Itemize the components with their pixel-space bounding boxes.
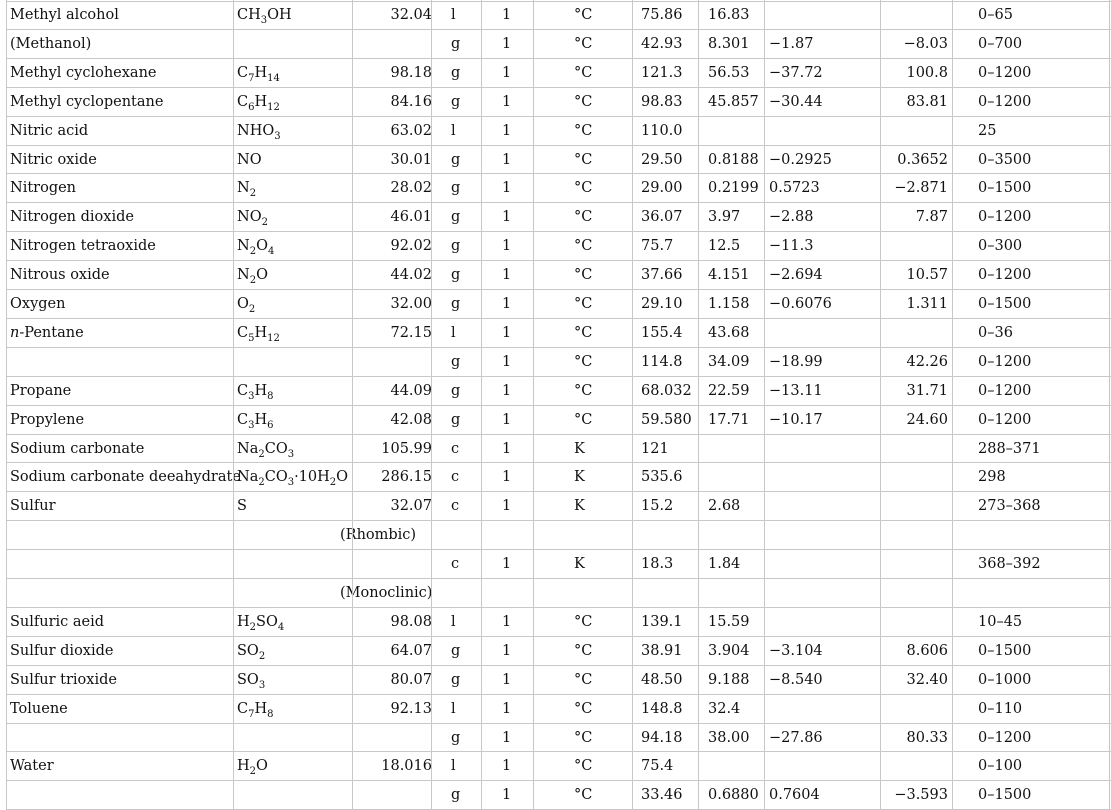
row-divider [6,318,1111,319]
molecular-weight: 98.08 [390,613,432,630]
temperature-range: 0–65 [978,7,1013,23]
temperature-unit: °C [574,758,593,775]
state: l [451,613,456,630]
coefficient-3: 0.7604 [769,787,820,804]
coefficient-2: 17.71 [708,411,750,428]
coefficient-a: 1 [502,700,512,717]
coefficient-a: 1 [502,7,512,23]
coefficient-3: −2.88 [769,209,814,226]
coefficient-3: −3.104 [769,642,823,659]
coefficient-4: 0.3652 [897,151,948,168]
chemical-formula: $SO_2$ [237,642,266,662]
compound-name: Sulfur [10,498,56,515]
coefficient-4: 1.311 [906,296,948,312]
molecular-weight: 18.016 [381,758,432,775]
state: c [451,556,460,573]
chemical-formula: $C_6H_{12}$ [237,93,280,113]
coefficient-2: 9.188 [708,671,750,688]
temperature-range: 0–700 [978,35,1023,52]
row-divider [6,549,1111,550]
coefficient-a: 1 [502,787,512,804]
temperature-range: 0–36 [978,324,1013,341]
state: l [451,758,456,775]
coefficient-2: 56.53 [708,64,750,81]
temperature-unit: °C [574,209,593,226]
temperature-range: 0–1200 [978,64,1032,81]
temperature-range: 288–371 [978,440,1041,457]
temperature-unit: °C [574,238,593,255]
coefficient-2: 0.8188 [708,151,759,168]
coefficient-3: −18.99 [769,353,823,370]
coefficient-1: 75.7 [641,238,674,255]
temperature-unit: K [574,440,585,457]
coefficient-2: 3.904 [708,642,750,659]
temperature-unit: °C [574,35,593,52]
row-divider [6,491,1111,492]
temperature-range: 0–1500 [978,296,1032,312]
coefficient-4: 80.33 [906,729,948,746]
temperature-range: 368–392 [978,556,1041,573]
chemical-formula: $C_3H_8$ [237,382,274,402]
coefficient-1: 37.66 [641,267,683,284]
coefficient-a: 1 [502,469,512,486]
coefficient-a: 1 [502,613,512,630]
coefficient-1: 48.50 [641,671,683,688]
column-divider [352,0,353,810]
coefficient-a: 1 [502,151,512,168]
chemical-formula: $C_3H_6$ [237,411,274,431]
coefficient-2: 22.59 [708,382,750,399]
temperature-range: 0–100 [978,758,1023,775]
coefficient-2: 8.301 [708,35,750,52]
temperature-unit: °C [574,267,593,284]
temperature-range: 0–1500 [978,180,1032,197]
temperature-range: 0–1500 [978,787,1032,804]
coefficient-a: 1 [502,296,512,312]
coefficient-1: 15.2 [641,498,674,515]
compound-name: Methyl cyclohexane [10,64,157,81]
molecular-weight: 30.01 [390,151,432,168]
coefficient-1: 139.1 [641,613,683,630]
row-divider [6,780,1111,781]
molecular-weight: 64.07 [390,642,432,659]
chemical-formula: $N_2O$ [237,267,268,287]
state: g [451,35,461,52]
chemical-formula: $SO_3$ [237,671,266,691]
state: l [451,324,456,341]
coefficient-1: 42.93 [641,35,683,52]
coefficient-1: 121.3 [641,64,683,81]
column-divider [1109,0,1110,810]
state: g [451,671,461,688]
state: g [451,642,461,659]
coefficient-3: −8.540 [769,671,823,688]
chemical-formula: $C_5H_{12}$ [237,324,280,344]
coefficient-1: 98.83 [641,93,683,110]
temperature-range: 0–1200 [978,382,1032,399]
compound-name: Nitrous oxide [10,267,110,284]
state: c [451,440,460,457]
state: l [451,7,456,23]
coefficient-1: 33.46 [641,787,683,804]
chemical-formula: $N_2$ [237,180,257,200]
temperature-unit: K [574,556,585,573]
compound-name: Toluene [10,700,68,717]
coefficient-4: −8.03 [903,35,948,52]
coefficient-a: 1 [502,64,512,81]
coefficient-4: 42.26 [906,353,948,370]
chemical-formula: $C_7H_{14}$ [237,64,280,84]
temperature-range: 273–368 [978,498,1041,515]
temperature-range: 10–45 [978,613,1023,630]
coefficient-1: 110.0 [641,122,683,139]
temperature-unit: °C [574,700,593,717]
row-divider [6,434,1111,435]
temperature-range: 0–1500 [978,642,1032,659]
coefficient-4: 83.81 [906,93,948,110]
column-divider [880,0,881,810]
molecular-weight: 28.02 [390,180,432,197]
row-divider [6,607,1111,608]
temperature-unit: K [574,498,585,515]
temperature-range: 0–1200 [978,353,1032,370]
coefficient-1: 29.10 [641,296,683,312]
molecular-weight: 286.15 [381,469,432,486]
column-divider [431,0,432,810]
row-divider [6,462,1111,463]
row-divider [6,694,1111,695]
sulfur-form-note: (Rhombic) [340,527,417,544]
coefficient-a: 1 [502,440,512,457]
row-divider [6,87,1111,88]
state: l [451,700,456,717]
column-divider [6,0,7,810]
temperature-unit: K [574,469,585,486]
molecular-weight: 46.01 [390,209,432,226]
coefficient-a: 1 [502,93,512,110]
compound-name: Water [10,758,54,775]
coefficient-1: 94.18 [641,729,683,746]
coefficient-1: 75.4 [641,758,674,775]
temperature-unit: °C [574,787,593,804]
temperature-range: 0–1200 [978,729,1032,746]
chemical-formula: $NHO_3$ [237,122,281,142]
chemical-formula: NO [237,151,262,168]
molecular-weight: 42.08 [390,411,432,428]
column-divider [481,0,482,810]
compound-name: Propane [10,382,72,399]
sulfur-form-note: (Monoclinic) [340,585,433,601]
compound-name: (Methanol) [10,35,92,52]
row-divider [6,58,1111,59]
state: g [451,209,461,226]
temperature-range: 298 [978,469,1006,486]
molecular-weight: 32.00 [390,296,432,312]
compound-name: Sulfuric aeid [10,613,105,630]
temperature-unit: °C [574,382,593,399]
state: g [451,180,461,197]
temperature-unit: °C [574,324,593,341]
state: g [451,411,461,428]
coefficient-a: 1 [502,758,512,775]
column-divider [632,0,633,810]
coefficient-3: −2.694 [769,267,823,284]
coefficient-3: −0.2925 [769,151,832,168]
coefficient-4: −3.593 [894,787,948,804]
temperature-range: 0–1200 [978,411,1032,428]
coefficient-2: 4.151 [708,267,750,284]
chemical-formula: $Na_2CO_3$ [237,440,295,460]
coefficient-1: 75.86 [641,7,683,23]
temperature-unit: °C [574,122,593,139]
coefficient-4: −2.871 [894,180,948,197]
column-divider [952,0,953,810]
temperature-range: 0–1000 [978,671,1032,688]
coefficient-3: −13.11 [769,382,823,399]
column-divider [233,0,234,810]
molecular-weight: 98.18 [390,64,432,81]
compound-name: Methyl cyclopentane [10,93,164,110]
coefficient-4: 8.606 [906,642,948,659]
coefficient-1: 114.8 [641,353,683,370]
temperature-range: 0–300 [978,238,1023,255]
compound-name: Propylene [10,411,85,428]
column-divider [533,0,534,810]
coefficient-a: 1 [502,180,512,197]
temperature-range: 0–1200 [978,267,1032,284]
molecular-weight: 72.15 [390,324,432,341]
compound-name: Methyl alcohol [10,7,119,23]
coefficient-2: 1.84 [708,556,741,573]
compound-name: n-Pentane [10,324,84,341]
state: g [451,787,461,804]
coefficient-a: 1 [502,642,512,659]
temperature-unit: °C [574,180,593,197]
coefficient-a: 1 [502,556,512,573]
coefficient-2: 12.5 [708,238,741,255]
compound-name: Nitrogen dioxide [10,209,134,226]
coefficient-3: 0.5723 [769,180,820,197]
temperature-unit: °C [574,671,593,688]
column-divider [698,0,699,810]
temperature-unit: °C [574,353,593,370]
temperature-unit: °C [574,93,593,110]
row-divider [6,173,1111,174]
molecular-weight: 105.99 [381,440,432,457]
row-divider [6,116,1111,117]
coefficient-a: 1 [502,324,512,341]
coefficient-4: 100.8 [906,64,948,81]
coefficient-2: 45.857 [708,93,759,110]
compound-name: Sulfur trioxide [10,671,117,688]
molecular-weight: 44.09 [390,382,432,399]
molecular-weight: 92.13 [390,700,432,717]
coefficient-2: 38.00 [708,729,750,746]
coefficient-2: 2.68 [708,498,741,515]
state: g [451,353,461,370]
coefficient-2: 32.4 [708,700,741,717]
coefficient-1: 38.91 [641,642,683,659]
row-divider [6,751,1111,752]
state: g [451,151,461,168]
molecular-weight: 32.07 [390,498,432,515]
coefficient-1: 29.50 [641,151,683,168]
chemical-formula: $N_2O_4$ [237,238,275,258]
compound-name: Sodium carbonate [10,440,145,457]
temperature-unit: °C [574,729,593,746]
temperature-range: 0–3500 [978,151,1032,168]
coefficient-3: −11.3 [769,238,814,255]
coefficient-2: 15.59 [708,613,750,630]
compound-name: Sodium carbonate deeahydrate [10,469,241,486]
row-divider [6,636,1111,637]
coefficient-4: 31.71 [906,382,948,399]
temperature-unit: °C [574,642,593,659]
row-divider [6,231,1111,232]
coefficient-4: 10.57 [906,267,948,284]
chemical-formula: $H_2SO_4$ [237,613,285,633]
chemical-formula: $NO_2$ [237,209,268,229]
molecular-weight: 44.02 [390,267,432,284]
row-divider [6,347,1111,348]
compound-name: Oxygen [10,296,66,312]
row-divider [6,665,1111,666]
coefficient-a: 1 [502,729,512,746]
compound-name: Nitric acid [10,122,89,139]
temperature-unit: °C [574,296,593,312]
coefficient-1: 535.6 [641,469,683,486]
coefficient-a: 1 [502,238,512,255]
compound-name: Nitric oxide [10,151,97,168]
coefficient-1: 18.3 [641,556,674,573]
coefficient-a: 1 [502,498,512,515]
chemical-formula: S [237,498,247,515]
molecular-weight: 32.04 [390,7,432,23]
compound-name: Nitrogen [10,180,77,197]
coefficient-3: −30.44 [769,93,823,110]
chemical-formula: $O_2$ [237,296,256,315]
coefficient-2: 43.68 [708,324,750,341]
row-divider [6,260,1111,261]
temperature-range: 0–110 [978,700,1023,717]
coefficient-a: 1 [502,382,512,399]
compound-name: Sulfur dioxide [10,642,114,659]
row-divider [6,405,1111,406]
coefficient-2: 1.158 [708,296,750,312]
temperature-unit: °C [574,411,593,428]
molecular-weight: 92.02 [390,238,432,255]
coefficient-3: −37.72 [769,64,823,81]
state: g [451,93,461,110]
coefficient-a: 1 [502,671,512,688]
molecular-weight: 84.16 [390,93,432,110]
state: c [451,498,460,515]
chemical-formula: $H_2O$ [237,758,268,778]
coefficient-2: 0.2199 [708,180,759,197]
chemical-formula: $C_7H_8$ [237,700,274,720]
chemical-formula: $CH_3OH$ [237,7,292,26]
state: g [451,267,461,284]
coefficient-3: −0.6076 [769,296,832,312]
coefficient-4: 24.60 [906,411,948,428]
coefficient-1: 148.8 [641,700,683,717]
temperature-range: 0–1200 [978,93,1032,110]
temperature-unit: °C [574,7,593,23]
temperature-range: 25 [978,122,997,139]
row-divider [6,202,1111,203]
row-divider [6,29,1111,30]
coefficient-2: 0.6880 [708,787,759,804]
row-divider [6,376,1111,377]
coefficient-4: 7.87 [915,209,948,226]
coefficient-1: 155.4 [641,324,683,341]
coefficient-a: 1 [502,353,512,370]
coefficient-2: 34.09 [708,353,750,370]
state: g [451,729,461,746]
column-divider [764,0,765,810]
coefficient-a: 1 [502,122,512,139]
temperature-unit: °C [574,151,593,168]
state: g [451,238,461,255]
state: g [451,64,461,81]
table-top-border [6,1,1111,2]
coefficient-a: 1 [502,411,512,428]
coefficient-1: 68.032 [641,382,692,399]
state: l [451,122,456,139]
coefficient-a: 1 [502,35,512,52]
coefficient-1: 59.580 [641,411,692,428]
molecular-weight: 63.02 [390,122,432,139]
coefficient-3: −27.86 [769,729,823,746]
coefficient-2: 3.97 [708,209,741,226]
temperature-unit: °C [574,64,593,81]
row-divider [6,723,1111,724]
coefficient-2: 16.83 [708,7,750,23]
row-divider [6,145,1111,146]
coefficient-3: −1.87 [769,35,814,52]
compound-name: Nitrogen tetraoxide [10,238,156,255]
temperature-range: 0–1200 [978,209,1032,226]
temperature-unit: °C [574,613,593,630]
state: c [451,469,460,486]
coefficient-a: 1 [502,209,512,226]
row-divider [6,520,1111,521]
coefficient-1: 36.07 [641,209,683,226]
molecular-weight: 80.07 [390,671,432,688]
coefficient-1: 29.00 [641,180,683,197]
row-divider [6,289,1111,290]
coefficient-4: 32.40 [906,671,948,688]
coefficient-a: 1 [502,267,512,284]
chemical-formula: $Na_2CO_3\cdot 10H_2O$ [237,469,349,489]
state: g [451,296,461,312]
row-divider [6,578,1111,579]
state: g [451,382,461,399]
coefficient-3: −10.17 [769,411,823,428]
coefficient-1: 121 [641,440,669,457]
